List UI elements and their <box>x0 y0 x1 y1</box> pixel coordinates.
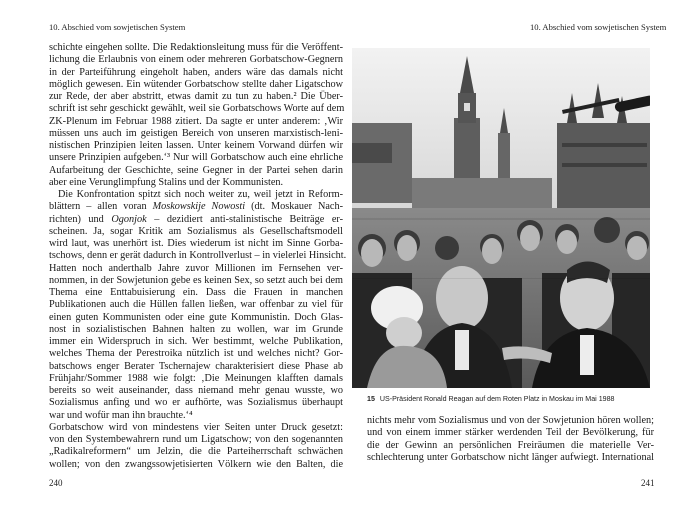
text-line: möglich gewesen. Ein wütender Gorbatschow stellte daher Ligatschow <box>49 78 343 90</box>
text-line: Frühjahr/Sommer 1988 wie folgt: ‚Die Meinungen klafften damals <box>49 372 343 384</box>
text-line: nost in sozialistischen Bahnen halten zu wollen, war im Grunde <box>49 323 343 335</box>
text-line: batschows enger Berater Tschernajew charakterisiert diese Phase ab <box>49 360 343 372</box>
caption-text: US-Präsident Ronald Reagan auf dem Roten Platz in Moskau im Mai 1988 <box>379 395 615 403</box>
text-line: einen guten Kommunisten oder eine gute Kommunistin. Doch Glas- <box>49 311 343 323</box>
paragraph-1 <box>49 42 343 189</box>
caption-number: 15 <box>367 395 375 403</box>
text-line: scheinen. Ja, sogar Kritik am Sozialismus als Gesellschaftsmodell <box>49 225 343 237</box>
text-line: nichts mehr vom Sozialismus und von der Sowjetunion hören wollen; <box>367 415 654 426</box>
text-line: Hatten noch anderthalb Jahre zuvor Millionen im Fernsehen ver- <box>49 262 343 274</box>
paragraph-3 <box>49 422 343 471</box>
text-line: immer ein Widerspruch in sich. Wer bestimmt, welche Publikation, <box>49 336 343 347</box>
text-line: „Radikalreformern“ um Jelzin, die die Parteiherrschaft schwächen <box>49 446 343 458</box>
text-line: wird laut, was unerhört ist. Dies wiederum ist nicht im Sinne Gorba- <box>49 238 343 249</box>
text-line: schrift ist sehr geschickt gewählt, weil sie Gorbatschows Worte auf dem <box>49 103 345 115</box>
text-line: Die Konfrontation spitzt sich noch weiter zu, weil jetzt in Reform- <box>58 189 343 200</box>
text-line: Aufarbeitung der Geschichte, seine Gegner in der Partei sehen darin <box>49 164 343 176</box>
text-line: schichte eingehen sollte. Die Redaktionsleitung muss für die Veröffent- <box>49 42 343 53</box>
text-line: die der Gewinn an persönlichen Freiräumen die materielle Ver- <box>367 439 654 451</box>
text-line: welches Thema der Perestroika nützlich ist und welches nicht? Gor- <box>49 348 343 360</box>
page-number-left: 240 <box>49 478 63 488</box>
left-body-text <box>49 42 347 471</box>
text-line: nommen, in der Sowjetunion gebe es keinen Sex, so setzt auch bei dem <box>49 274 343 286</box>
right-body-text <box>367 415 654 464</box>
running-head-right: 10. Abschied vom sowjetischen System <box>530 22 667 32</box>
text-line: in der Parteiführung eingeholt haben, anders wäre das damals nicht <box>49 66 343 78</box>
text-line: unsere Prinzipien aufgeben.‘³ Nur will Gorbatschow auch eine ehrliche <box>49 152 343 164</box>
text-line: blättern – allen voran Moskowskije Nowosti (dt. Moskauer Nach- <box>49 201 343 213</box>
photo-caption <box>367 395 657 403</box>
photo-reagan-red-square <box>352 48 650 388</box>
text-line: Gorbatschow wird von mindestens vier Seiten unter Druck gesetzt: <box>49 421 343 433</box>
text-line: ZK-Plenum im Februar 1988 zitiert. Da sagte er unter anderem: ‚Wir <box>49 115 343 127</box>
text-line: und von einem immer stärker werdenden Teil der Bevölkerung, für <box>367 427 654 439</box>
text-line: war und wofür man ihn brauchte.‘⁴ <box>49 409 193 421</box>
text-line: zur Rede, der aber abstritt, etwas damit zu tun zu haben.² Die Über- <box>49 91 343 102</box>
text-line: Sozialismus anfing und wo er aufhörte, was Sozialismus überhaupt <box>49 397 343 409</box>
text-line: bereits so weit auseinander, dass niemand mehr genau wusste, wo <box>49 385 343 396</box>
running-head-left: 10. Abschied vom sowjetischen System <box>49 22 186 32</box>
text-line: Thema eine Enttabuisierung ein. Dass die Frauen in manchen <box>49 287 343 298</box>
text-line: wollen; von den zwangssowjetisierten Völkern wie den Balten, die <box>49 458 343 470</box>
paragraph-2 <box>49 189 347 422</box>
text-line: lichung die Erlaubnis von einem oder mehreren Gorbatschow-Gegnern <box>49 54 343 66</box>
text-line: nistischen Prinzipien leiten lassen. Unter keinem Vorwand dürfen wir <box>49 140 343 151</box>
text-line: schlechterung unter Gorbatschow nicht länger aufwiegt. International <box>367 451 654 463</box>
text-line: Publikationen auch die Hüllen fallen ließen, war offenbar zu viel für <box>49 299 343 311</box>
text-line: von den Systembewahrern rund um Ligatschow; von den sogenannten <box>49 434 343 445</box>
page-number-right: 241 <box>641 478 655 488</box>
text-line: müssen uns auch im geistigen Bereich von unseren marxistisch-leni- <box>49 127 343 139</box>
text-line: richten) und Ogonjok – dezidiert anti-stalinistische Beiträge er- <box>49 213 343 225</box>
text-line: aber eine Verunglimpfung Stalins und der Kommunisten. <box>49 176 284 188</box>
text-line: tschows, denn er gerät dadurch in Kontrollverlust – in vielerlei Hinsicht. <box>49 250 347 262</box>
